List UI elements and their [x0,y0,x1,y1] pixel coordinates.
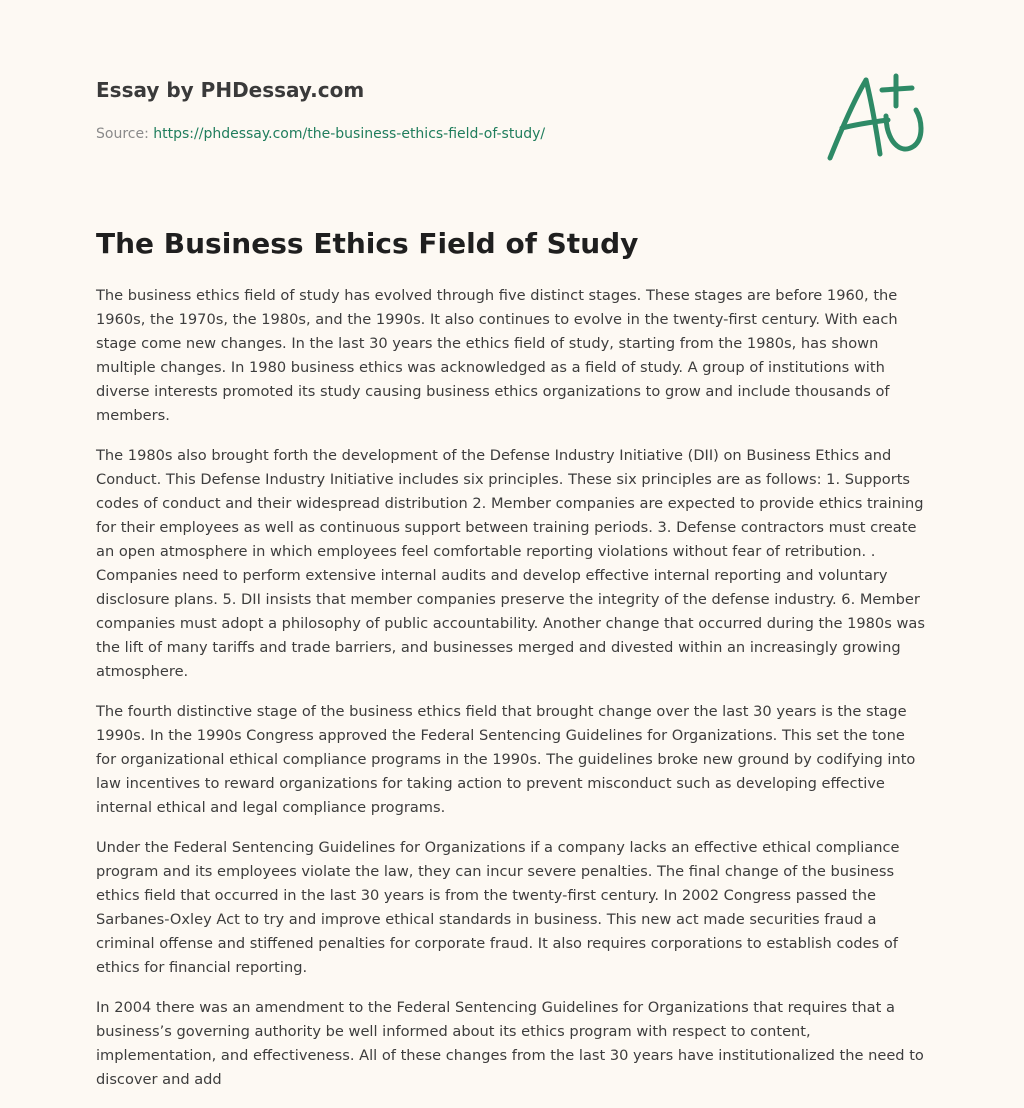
a-plus-grade-icon [820,66,930,166]
paragraph: The 1980s also brought forth the development of the Defense Industry Initiative (DII) on Business Ethics and Conduct. This Defense Industry Initiative includes six principles. These six principles are as follows: 1. Supports codes of conduct and their widespread distribution 2. Member companies are expected to provide ethics training for their employees as well as continuous support between training periods. 3. Defense contractors must create an open atmosphere in which employees feel comfortable reporting violations without fear of retribution. . Companies need to perform extensive internal audits and develop effective internal reporting and voluntary disclosure plans. 5. DII insists that member companies preserve the integrity of the defense industry. 6. Member companies must adopt a philosophy of public accountability. Another change that occurred during the 1980s was the lift of many tariffs and trade barriers, and businesses merged and divested within an increasingly growing atmosphere. [96,447,925,680]
paragraph: The business ethics field of study has evolved through five distinct stages. These stages are before 1960, the 1960s, the 1970s, the 1980s, and the 1990s. It also continues to evolve in the twenty-first century. With each stage come new changes. In the last 30 years the ethics field of study, starting from the 1980s, has shown multiple changes. In 1980 business ethics was acknowledged as a field of study. A group of institutions with diverse interests promoted its study causing business ethics organizations to grow and include thousands of members. [96,287,898,424]
paragraph: The fourth distinctive stage of the business ethics field that brought change over the last 30 years is the stage 1990s. In the 1990s Congress approved the Federal Sentencing Guidelines for Organizations. This set the tone for organizational ethical compliance programs in the 1990s. The guidelines broke new ground by codifying into law incentives to reward organizations for taking action to prevent misconduct such as developing effective internal ethical and legal compliance programs. [96,703,916,816]
page-header [96,76,796,144]
source-line [96,124,796,144]
site-brand: Essay by PHDessay.com [96,78,365,102]
essay-title: The Business Ethics Field of Study [96,227,639,260]
source-link[interactable]: https://phdessay.com/the-business-ethics-field-of-study/ [153,126,546,142]
essay-body [96,284,928,1108]
paragraph: In 2004 there was an amendment to the Federal Sentencing Guidelines for Organizations that requires that a business’s governing authority be well informed about its ethics program with respect to content, implementation, and effectiveness. All of these changes from the last 30 years have institutionalized the need to discover and add [96,999,924,1088]
source-label: Source: [96,126,154,142]
paragraph: Under the Federal Sentencing Guidelines for Organizations if a company lacks an effective ethical compliance program and its employees violate the law, they can incur severe penalties. The final change of the business ethics field that occurred in the last 30 years is from the twenty-first century. In 2002 Congress passed the Sarbanes-Oxley Act to try and improve ethical standards in business. This new act made securities fraud a criminal offense and stiffened penalties for corporate fraud. It also requires corporations to establish codes of ethics for financial reporting. [96,839,900,976]
